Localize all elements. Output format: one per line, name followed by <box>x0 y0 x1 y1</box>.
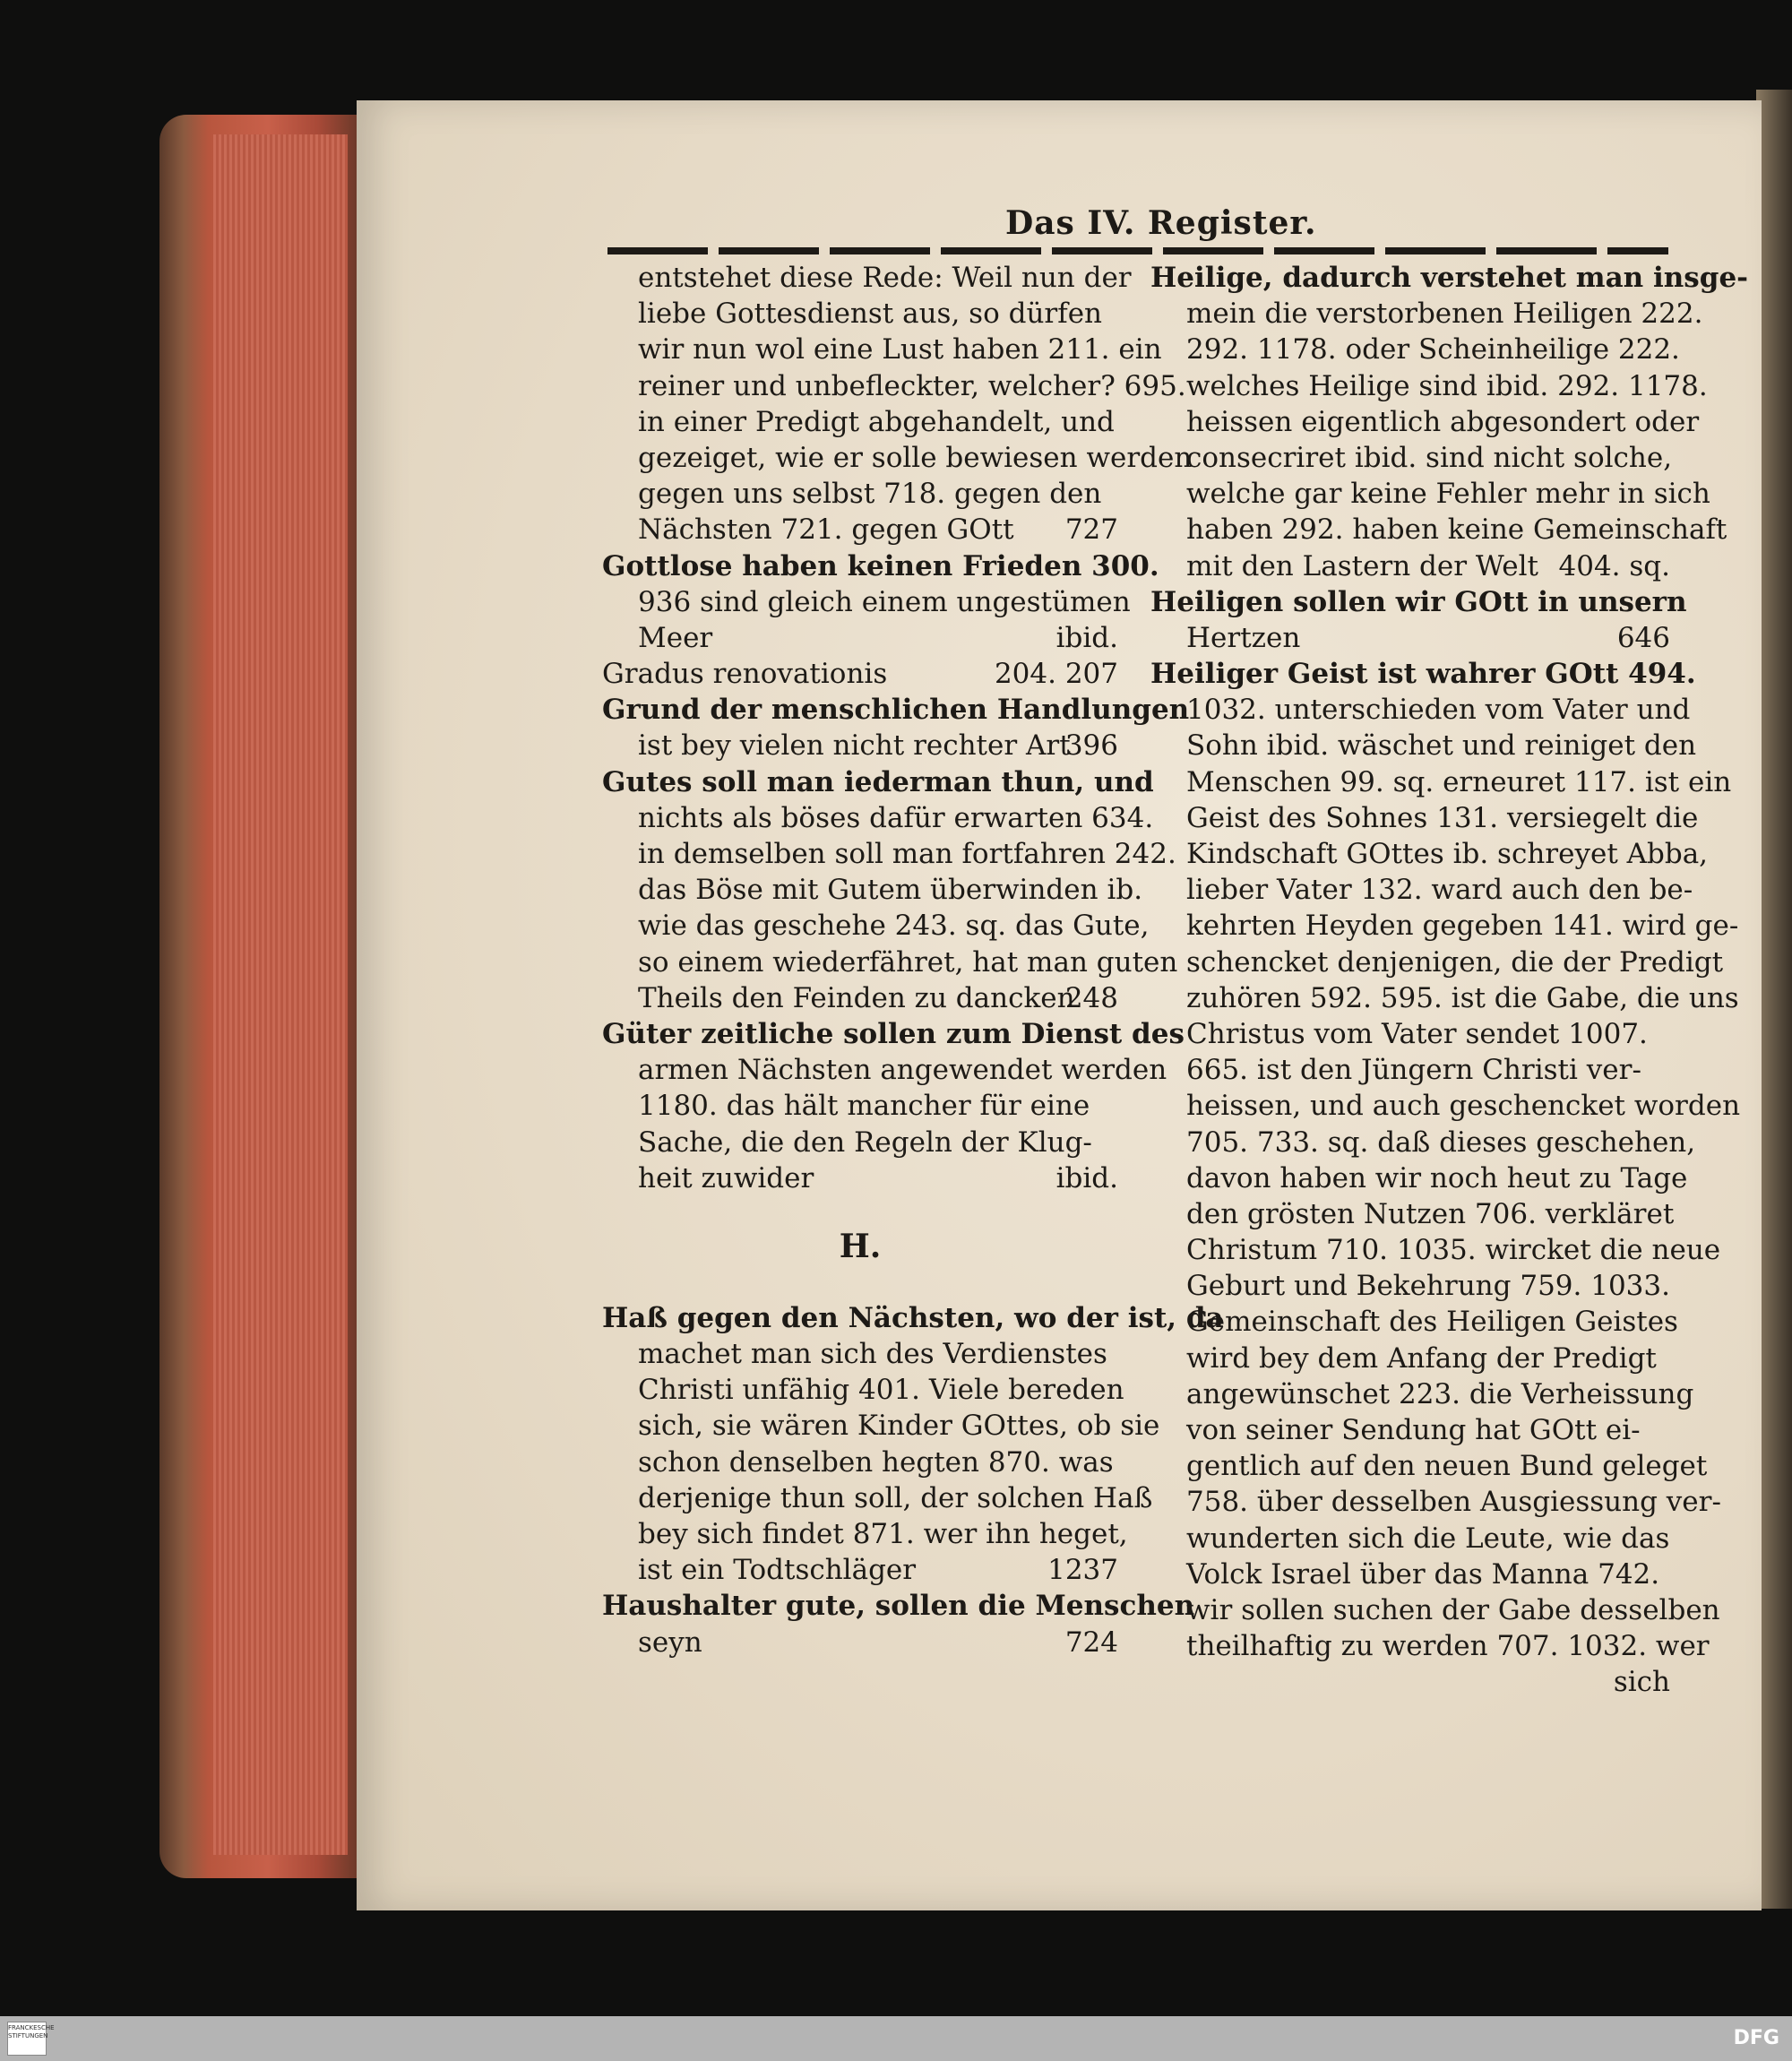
index-line-text: 1032. unterschieden vom Vater und <box>1186 694 1691 727</box>
index-line-text: 665. ist den Jüngern Christi ver- <box>1186 1054 1641 1087</box>
index-line <box>1150 1376 1694 1412</box>
index-line <box>1150 1341 1670 1376</box>
index-line <box>1150 1232 1721 1268</box>
index-line <box>602 800 1154 836</box>
index-line-text: von seiner Sendung hat GOtt ei- <box>1186 1414 1641 1446</box>
index-line <box>1150 512 1727 548</box>
index-line-text: 1180. das hält mancher für eine <box>638 1090 1090 1123</box>
index-line <box>602 1125 1118 1160</box>
index-line <box>602 908 1150 944</box>
index-line <box>1150 1304 1678 1340</box>
index-line <box>1150 1664 1670 1700</box>
index-line-text: liebe Gottesdienst aus, so dürfen <box>638 298 1103 331</box>
index-line-text: entstehet diese Rede: Weil nun der <box>638 262 1132 294</box>
index-line-text: welche gar keine Fehler mehr in sich <box>1186 478 1710 511</box>
left-entries-g <box>602 260 1193 1196</box>
index-line-text: lieber Vater 132. ward auch den be- <box>1186 874 1693 907</box>
index-line <box>602 404 1118 440</box>
index-line-text: Volck Israel über das Manna 742. <box>1186 1557 1660 1591</box>
index-line-text: Christum 710. 1035. wircket die neue <box>1186 1234 1721 1267</box>
index-line-text: Gradus renovationis <box>602 658 888 691</box>
index-line-text: consecriret ibid. sind nicht solche, <box>1186 441 1673 474</box>
gutter-shadow <box>1756 90 1792 1909</box>
index-line-page-ref: ibid. <box>1055 621 1118 654</box>
index-line-text: 936 sind gleich einem ungestümen <box>638 585 1131 618</box>
index-line-text: wir nun wol eine Lust haben 211. ein <box>638 333 1162 366</box>
index-line-page-ref: 204. 207 <box>994 658 1118 691</box>
institution-logo-text: FRANCKESCHE STIFTUNGEN <box>8 2024 55 2039</box>
viewer-footer-bar <box>0 2016 1792 2061</box>
index-line-text: davon haben wir noch heut zu Tage <box>1186 1161 1688 1194</box>
index-line <box>1150 1088 1741 1124</box>
index-line-text: Geburt und Bekehrung 759. 1033. <box>1186 1270 1670 1303</box>
index-line-text: Menschen 99. sq. erneuret 117. ist ein <box>1186 765 1732 798</box>
index-line-text: gentlich auf den neuen Bund geleget <box>1186 1450 1708 1483</box>
index-line <box>602 440 1193 476</box>
index-line <box>602 872 1143 908</box>
index-line-text: schon denselben hegten 870. was <box>638 1445 1114 1479</box>
index-line-text: Christus vom Vater sendet 1007. <box>1186 1017 1648 1050</box>
index-line <box>602 620 1118 656</box>
index-line <box>1150 728 1697 763</box>
index-line-text: derjenige thun soll, der solchen Haß <box>638 1481 1153 1514</box>
index-line <box>1150 872 1693 908</box>
index-line <box>1150 1484 1721 1520</box>
index-line-page-ref: 396 <box>1064 729 1118 763</box>
index-line-text: wunderten sich die Leute, wie das <box>1186 1522 1670 1555</box>
index-line <box>1150 260 1749 296</box>
index-line <box>602 260 1132 296</box>
index-line <box>602 512 1118 548</box>
index-line-text: Hertzen <box>1186 621 1301 654</box>
section-letter: H. <box>839 1227 882 1265</box>
index-line <box>1150 332 1680 367</box>
index-line-text: wir sollen suchen der Gabe desselben <box>1186 1593 1720 1626</box>
index-line-text: reiner und unbefleckter, welcher? 695. <box>638 369 1186 402</box>
index-line <box>602 944 1178 980</box>
index-line-text: Gutes soll man iederman thun, und <box>602 765 1154 798</box>
index-line <box>602 1588 1195 1624</box>
index-line-text: heissen, und auch geschencket worden <box>1186 1090 1741 1123</box>
index-line <box>602 728 1118 763</box>
index-line-text: Gottlose haben keinen Frieden 300. <box>602 549 1159 582</box>
index-line-page-ref: 646 <box>1616 621 1670 654</box>
index-line-text: Haushalter gute, sollen die Menschen <box>602 1590 1195 1623</box>
index-line-text: Theils den Feinden zu dancken <box>638 981 1075 1014</box>
index-line <box>1150 1592 1720 1628</box>
right-column <box>1150 260 1749 1701</box>
index-line-text: Christi unfähig 401. Viele bereden <box>638 1374 1124 1407</box>
index-line <box>1150 692 1691 728</box>
index-line-text: so einem wiederfähret, hat man guten <box>638 945 1178 979</box>
index-line <box>1150 1268 1670 1304</box>
index-line <box>1150 1125 1696 1160</box>
index-line <box>602 980 1118 1016</box>
index-line <box>1150 368 1708 404</box>
index-line-text: Meer <box>638 621 713 654</box>
index-line <box>602 836 1176 872</box>
index-line <box>1150 1016 1670 1052</box>
index-line <box>602 692 1190 728</box>
index-line <box>1150 1160 1688 1196</box>
index-line-text: haben 292. haben keine Gemeinschaft <box>1186 513 1727 547</box>
index-line-text: heit zuwider <box>638 1161 814 1194</box>
index-line-page-ref: 248 <box>1064 981 1118 1014</box>
index-line <box>602 1516 1128 1552</box>
index-line-text: 705. 733. sq. daß dieses geschehen, <box>1186 1125 1696 1159</box>
index-line-page-ref: sich <box>1613 1666 1670 1699</box>
index-line <box>1150 656 1696 692</box>
index-line-text: 292. 1178. oder Scheinheilige 222. <box>1186 333 1680 366</box>
index-line-page-ref: 724 <box>1064 1626 1118 1659</box>
index-line <box>602 1408 1160 1444</box>
index-line <box>1150 800 1699 836</box>
index-line <box>1150 548 1670 584</box>
index-line-text: nichts als böses dafür erwarten 634. <box>638 801 1154 834</box>
index-line <box>1150 980 1739 1016</box>
index-line <box>602 1016 1185 1052</box>
index-line-text: schencket denjenigen, die der Predigt <box>1186 945 1724 979</box>
index-line-text: machet man sich des Verdienstes <box>638 1338 1107 1371</box>
index-line <box>1150 1448 1708 1484</box>
index-line-text: ist ein Todtschläger <box>638 1554 917 1587</box>
index-line <box>1150 1628 1710 1664</box>
index-line <box>602 584 1131 620</box>
index-line-text: ist bey vielen nicht rechter Art <box>638 729 1071 763</box>
index-line-text: 758. über desselben Ausgiessung ver- <box>1186 1486 1721 1519</box>
index-line <box>602 656 1118 692</box>
index-line-text: angewünschet 223. die Verheissung <box>1186 1377 1694 1410</box>
index-line <box>602 1552 1118 1588</box>
left-column <box>602 260 1224 1660</box>
index-line-text: Geist des Sohnes 131. versiegelt die <box>1186 801 1699 834</box>
index-line-text: Nächsten 721. gegen GOtt <box>638 513 1014 547</box>
index-line <box>1150 944 1724 980</box>
index-line <box>602 1444 1118 1480</box>
index-line-text: in einer Predigt abgehandelt, und <box>638 405 1115 438</box>
index-line <box>602 1625 1118 1660</box>
index-line-text: Gemeinschaft des Heiligen Geistes <box>1186 1306 1678 1339</box>
index-line-text: wird bey dem Anfang der Predigt <box>1186 1341 1657 1375</box>
index-line <box>602 476 1118 512</box>
index-line-text: welches Heilige sind ibid. 292. 1178. <box>1186 369 1708 402</box>
institution-logo[interactable] <box>7 2022 55 2056</box>
right-entries <box>1150 260 1749 1701</box>
index-line <box>1150 1521 1670 1557</box>
index-line-text: zuhören 592. 595. ist die Gabe, die uns <box>1186 981 1739 1014</box>
index-line <box>602 296 1118 332</box>
index-line <box>602 1300 1224 1336</box>
index-line-text: mein die verstorbenen Heiligen 222. <box>1186 298 1703 331</box>
index-line <box>602 368 1186 404</box>
index-line <box>602 1480 1153 1516</box>
index-line-text: Kindschaft GOttes ib. schreyet Abba, <box>1186 838 1709 870</box>
index-line <box>1150 440 1673 476</box>
index-line <box>1150 836 1709 872</box>
page-block-edge <box>213 134 348 1855</box>
index-line-text: das Böse mit Gutem überwinden ib. <box>638 874 1143 907</box>
index-line <box>1150 296 1703 332</box>
index-line <box>1150 1052 1670 1088</box>
index-line <box>602 1336 1118 1372</box>
header-rule <box>607 247 1668 254</box>
index-line-text: Güter zeitliche sollen zum Dienst des <box>602 1017 1185 1050</box>
index-line-text: Heilige, dadurch verstehet man insge- <box>1150 262 1749 294</box>
index-line <box>602 764 1154 800</box>
index-line <box>1150 620 1670 656</box>
index-line-text: bey sich findet 871. wer ihn heget, <box>638 1518 1128 1550</box>
index-line-text: gezeiget, wie er solle bewiesen werden <box>638 441 1193 474</box>
index-line-text: den grösten Nutzen 706. verkläret <box>1186 1197 1675 1230</box>
index-line <box>1150 1557 1670 1592</box>
index-line-page-ref: 404. sq. <box>1558 549 1670 582</box>
index-line <box>602 548 1159 584</box>
index-line <box>602 1088 1118 1124</box>
index-line <box>602 332 1162 367</box>
index-line-text: in demselben soll man fortfahren 242. <box>638 838 1176 870</box>
index-line <box>602 1372 1124 1408</box>
index-line-page-ref: ibid. <box>1055 1161 1118 1194</box>
index-line <box>1150 908 1739 944</box>
index-line-text: Heiligen sollen wir GOtt in unsern <box>1150 585 1687 618</box>
index-line-text: wie das geschehe 243. sq. das Gute, <box>638 910 1150 943</box>
index-line-text: Grund der menschlichen Handlungen <box>602 694 1190 727</box>
index-line-text: kehrten Heyden gegeben 141. wird ge- <box>1186 910 1739 943</box>
index-line <box>1150 1412 1670 1448</box>
index-line-text: gegen uns selbst 718. gegen den <box>638 478 1102 511</box>
index-line <box>1150 764 1732 800</box>
left-entries-h <box>602 1300 1224 1660</box>
dfg-logo[interactable]: DFG <box>1733 2027 1779 2049</box>
index-line <box>602 1160 1118 1196</box>
index-line-text: sich, sie wären Kinder GOttes, ob sie <box>638 1410 1160 1443</box>
index-line <box>1150 1196 1675 1232</box>
index-line-text: heissen eigentlich abgesondert oder <box>1186 405 1700 438</box>
page-title: Das IV. Register. <box>1005 204 1317 242</box>
index-line-text: Heiliger Geist ist wahrer GOtt 494. <box>1150 658 1696 691</box>
index-line <box>1150 584 1687 620</box>
index-line-text: Sache, die den Regeln der Klug- <box>638 1125 1092 1159</box>
index-line-page-ref: 727 <box>1064 513 1118 547</box>
index-line-text: theilhaftig zu werden 707. 1032. wer <box>1186 1630 1710 1663</box>
index-line-text: Haß gegen den Nächsten, wo der ist, da <box>602 1301 1224 1334</box>
index-line-text: Sohn ibid. wäschet und reiniget den <box>1186 729 1697 763</box>
index-line-text: mit den Lastern der Welt <box>1186 549 1538 582</box>
index-line <box>1150 404 1700 440</box>
index-line <box>1150 476 1710 512</box>
index-line-text: armen Nächsten angewendet werden <box>638 1054 1167 1087</box>
index-line <box>602 1052 1167 1088</box>
index-line-text: seyn <box>638 1626 702 1659</box>
index-line-page-ref: 1237 <box>1047 1554 1118 1587</box>
